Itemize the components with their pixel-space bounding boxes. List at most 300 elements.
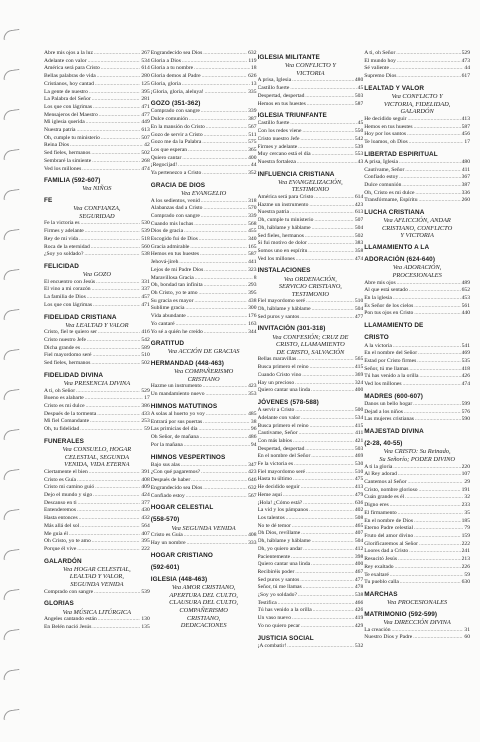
index-entry [44, 337, 150, 345]
hymn-title: Glorificaremos al Señor [364, 540, 418, 547]
index-entry [151, 132, 257, 140]
index-entry [364, 564, 470, 572]
hymn-title: Después de la tormenta [44, 410, 97, 417]
hymn-number: 504 [354, 306, 364, 313]
dot-leader [293, 438, 354, 446]
index-entry [258, 415, 364, 423]
dot-leader [300, 314, 354, 322]
see-also-reference: CRISTIANO, CONFLICTO [382, 224, 453, 232]
hymn-title: Cautivame, Señor [257, 430, 298, 437]
hymn-title: Al Rey adorad [364, 471, 397, 478]
see-also-reference: VICTORIA [296, 69, 325, 77]
index-entry [364, 416, 470, 424]
hymn-title: Ángeles cantando están [44, 616, 97, 623]
dot-leader [98, 329, 140, 337]
index-column-1 [44, 50, 150, 736]
hymn-number: 42 [144, 142, 150, 149]
index-entry [151, 411, 257, 419]
dot-leader [188, 147, 247, 155]
index-entry [364, 50, 470, 58]
index-entry [364, 343, 470, 351]
hymn-number: 587 [354, 100, 364, 107]
index-entry [364, 381, 470, 389]
index-entry [44, 411, 150, 419]
hymn-title: En la mansión do Cristo [150, 123, 205, 130]
dot-leader [86, 403, 141, 411]
index-entry [258, 240, 364, 248]
hymn-number: 423 [354, 201, 364, 208]
hymn-number: 469 [461, 350, 470, 357]
hymn-number: 567 [248, 123, 257, 130]
see-also-reference: Vea ADORACIÓN, [392, 264, 442, 272]
hymn-number: 339 [248, 212, 257, 219]
hymn-title: Comprado con sangre [150, 212, 200, 219]
index-entry [44, 158, 150, 166]
dot-leader [393, 343, 461, 351]
dot-leader [204, 329, 247, 337]
see-also-reference: DEDICACIONES [180, 622, 227, 630]
hymn-number: 79 [464, 525, 470, 532]
see-also-reference: Vea EVANGELIZACIÓN, [277, 178, 343, 186]
dot-leader [419, 373, 460, 381]
index-entry [364, 627, 470, 635]
hymn-title: Castillo fuerte [257, 120, 290, 127]
topic-heading: MATRIMONIO (592-599) [364, 610, 438, 618]
dot-leader [92, 538, 141, 546]
hymn-number: 125 [141, 80, 150, 87]
topic-heading: GOZO (351-362) [150, 100, 201, 108]
hymn-title: Bajo sus alas [150, 461, 180, 468]
index-entry [258, 423, 364, 431]
hymn-number: 480 [461, 158, 470, 165]
hymn-title: Gozo de servir a Cristo [150, 131, 203, 138]
index-entry [258, 600, 364, 608]
hymn-number: 565 [354, 356, 364, 363]
hymn-number: 300 [248, 305, 257, 312]
hymn-number: 502 [141, 150, 150, 157]
hymn-title: Gloria a Dios [150, 57, 181, 64]
index-entry [258, 136, 364, 144]
hymn-title: Oh Cristo, yo te amo [44, 538, 91, 545]
see-also-reference: Vea AFLICCIÓN, ANDAR [383, 217, 451, 225]
dot-leader [310, 364, 354, 372]
index-entry [151, 259, 257, 267]
topic-heading: JUSTICIA SOCIAL [257, 634, 314, 642]
index-entry [44, 81, 150, 89]
hymn-title: No te dé temor [257, 522, 291, 529]
hymn-title: A ti, oh Señor [44, 387, 76, 394]
dot-leader [77, 477, 140, 485]
index-entry [44, 58, 150, 66]
hymn-number: 412 [354, 545, 364, 552]
dot-leader [69, 531, 140, 539]
binder-hole [2, 469, 20, 480]
hymn-number: 626 [248, 73, 257, 80]
hymn-number: 163 [248, 320, 257, 327]
index-entry [258, 77, 364, 85]
see-also-reference: Su Señorío; PODER DIVINO [379, 456, 456, 464]
hymn-title: Mi iglesia querida [44, 119, 85, 126]
index-entry [258, 256, 364, 264]
index-entry [151, 170, 257, 178]
dot-leader [297, 159, 357, 167]
hymn-title: Si fui motivo de dolor [257, 240, 307, 247]
hymn-title: Nuestra patria [44, 127, 76, 134]
dot-leader [204, 267, 247, 275]
dot-leader [93, 302, 140, 310]
hymn-number: 387 [248, 116, 257, 123]
dot-leader [200, 434, 247, 442]
hymn-number: 465 [354, 522, 364, 529]
hymn-title: Gloria, gloria [150, 80, 181, 87]
hymn-number: 542 [354, 135, 364, 142]
hymn-title: Sembraré la simiente [44, 157, 92, 164]
index-entry [151, 81, 257, 89]
hymn-number: 32 [464, 494, 470, 501]
hymn-title: Abre mis ojos [364, 279, 396, 286]
hymn-title: El firmamento [364, 509, 397, 516]
see-also-reference: Vea CONFLICTO Y [391, 93, 443, 101]
hymn-title: Ved los millones [44, 165, 82, 172]
hymn-number: 489 [461, 279, 470, 286]
hymn-number: 502 [141, 360, 150, 367]
dot-leader [310, 423, 354, 431]
hymn-title: Somos uno en espíritu [257, 247, 308, 254]
hymn-title: Nuestro Dios y Padre [364, 634, 413, 641]
dot-leader [300, 136, 353, 144]
index-entry [151, 298, 257, 306]
index-entry [44, 616, 150, 624]
hymn-number: 17 [144, 395, 150, 402]
dot-leader [194, 65, 250, 73]
dot-leader [301, 623, 354, 631]
hymn-number: 652 [461, 287, 470, 294]
index-entry [364, 280, 470, 288]
see-also-reference: Vea EVANGELIO [181, 189, 227, 197]
hymn-number: 424 [141, 491, 150, 498]
hymn-number: 539 [354, 143, 364, 150]
see-also-reference: Vea DIRECCIÓN DIVINA [383, 618, 451, 626]
index-entry [44, 220, 150, 228]
hymn-title: Dios de gracia [150, 228, 184, 235]
see-also-reference: GALARDÓN [400, 108, 434, 116]
topic-heading: LUCHA CRISTIANA [364, 209, 425, 217]
dot-leader [314, 217, 353, 225]
binder-hole [2, 229, 20, 240]
hymn-title: Es Señor de los cielos [364, 302, 414, 309]
dot-leader [202, 73, 247, 81]
hymn-number: 44 [464, 65, 470, 72]
index-entry [151, 116, 257, 124]
hymn-title: Tu pueblo calla [364, 579, 399, 586]
dot-leader [307, 101, 354, 109]
dot-leader [286, 515, 354, 523]
index-entry [364, 182, 470, 190]
hymn-title: ¿Soy yo soldado? [44, 251, 84, 258]
dot-leader [181, 462, 247, 470]
index-entry [44, 538, 150, 546]
see-also-reference: TESTIMONIO [291, 186, 330, 194]
index-entry [258, 225, 364, 233]
index-entry [151, 462, 257, 470]
topic-heading: (558-570) [150, 516, 180, 524]
hymn-number: 613 [354, 209, 364, 216]
hymn-title: Ya pertenezco a Cristo [150, 170, 202, 177]
dot-leader [309, 507, 354, 515]
hymn-number: 474 [141, 165, 150, 172]
hymn-title: Las primicias del día [150, 426, 198, 433]
index-entry [151, 469, 257, 477]
hymn-number: 335 [248, 88, 257, 95]
dot-leader [398, 510, 464, 518]
index-entry [151, 124, 257, 132]
dot-leader [184, 442, 250, 450]
hymn-title: Oh Dios, revíllame [257, 530, 301, 537]
topic-heading: LLAMAMIENTO DE [364, 322, 424, 330]
hymn-title: Pon tus ojos en Cristo [364, 310, 414, 317]
index-entry [151, 321, 257, 329]
index-entry [151, 391, 257, 399]
dot-leader [312, 538, 354, 546]
hymn-number: 176 [248, 313, 257, 320]
dot-leader [405, 167, 460, 175]
dot-leader [295, 407, 354, 415]
index-entry [258, 128, 364, 136]
index-entry [44, 244, 150, 252]
see-also-reference: Vea SEGUNDA VENIDA [171, 524, 236, 532]
dot-leader [297, 356, 354, 364]
index-entry [364, 124, 470, 132]
dot-leader [78, 500, 141, 508]
hymn-number: 538 [354, 592, 364, 599]
hymn-title: En el nombre de Dios [364, 517, 414, 524]
index-entry [44, 142, 150, 150]
hymn-title: Cristo es Guía [150, 532, 183, 539]
hymn-number: 453 [461, 295, 470, 302]
see-also-reference: CRISTIANO [187, 375, 220, 383]
hymn-title: Oh, yo quiero andar [257, 545, 303, 552]
hymn-title: Lejos de mi Padre Dios [150, 266, 204, 273]
hymn-number: 466 [354, 599, 364, 606]
index-entry [258, 372, 364, 380]
index-entry [364, 303, 470, 311]
dot-leader [312, 151, 354, 159]
hymn-title: Resucitó Jesús [364, 556, 398, 563]
hymn-title: Firmes y adelante [257, 143, 298, 150]
index-entry [151, 434, 257, 442]
index-entry [151, 108, 257, 116]
index-entry [44, 469, 150, 477]
hymn-title: Oh, bondad tan infinita [150, 282, 203, 289]
index-entry [151, 329, 257, 337]
dot-leader [95, 81, 140, 89]
dot-leader [203, 383, 247, 391]
hymn-number: 395 [248, 289, 257, 296]
index-entry [44, 329, 150, 337]
dot-leader [182, 155, 247, 163]
hymn-number: 281 [141, 96, 150, 103]
dot-leader [85, 395, 143, 403]
hymn-number: 333 [248, 539, 257, 546]
hymn-number: 646 [248, 477, 257, 484]
hymn-number: 408 [141, 476, 150, 483]
index-entry [151, 221, 257, 229]
dot-leader [414, 310, 460, 318]
index-entry [364, 190, 470, 198]
dot-leader [91, 244, 141, 252]
dot-leader [95, 484, 140, 492]
topic-heading: FIDELIDAD CRISTIANA [44, 313, 117, 321]
hymn-number: 419 [354, 615, 364, 622]
index-entry [151, 540, 257, 548]
dot-leader [187, 313, 247, 321]
hymn-title: Oh, Cristo es mi dulce [364, 189, 415, 196]
hymn-number: 185 [461, 517, 470, 524]
binder-hole [2, 269, 20, 280]
index-entry [364, 58, 470, 66]
hymn-number: 449 [141, 119, 150, 126]
hymn-title: Ved los millones [257, 255, 295, 262]
hymn-title: ¿Con qué pagaremos? [150, 469, 201, 476]
hymn-number: 45 [357, 85, 364, 92]
hymn-title: Dulce comunión [150, 116, 188, 123]
hymn-title: Firmes y adelante [44, 228, 84, 235]
hymn-number: 530 [141, 220, 150, 227]
see-also-reference: Vea LEALTAD Y VALOR [65, 321, 129, 329]
hymn-title: Descanso en ti [44, 499, 77, 506]
hymn-title: Dicha grande es [44, 344, 81, 351]
index-entry [258, 380, 364, 388]
hymn-number: 632 [248, 484, 257, 491]
index-entry [258, 592, 364, 600]
hymn-number: 507 [354, 217, 364, 224]
index-entry [151, 419, 257, 427]
dot-leader [300, 577, 354, 585]
index-entry [258, 233, 364, 241]
hymn-title: En la iglesia [364, 295, 392, 302]
index-entry [44, 484, 150, 492]
topic-heading: HIMNOS VESPERTINOS [150, 453, 226, 461]
dot-leader [194, 298, 247, 306]
hymn-title: Los que con lágrimas [44, 301, 93, 308]
see-also-reference: VICTORIA, FIDELIDAD, [383, 100, 451, 108]
hymn-number: 504 [354, 538, 364, 545]
index-entry [258, 453, 364, 461]
dot-leader [186, 493, 247, 501]
topic-heading: JÓVENES (578-588) [257, 398, 319, 406]
hymn-number: 507 [141, 134, 150, 141]
index-entry [44, 531, 150, 539]
hymn-title: Sublime gracia [150, 305, 185, 312]
hymn-title: Fruto del amor divino [364, 532, 414, 539]
binder-hole [2, 509, 20, 520]
dot-leader [206, 411, 247, 419]
hymn-title: A prisa, Iglesia [364, 158, 398, 165]
index-entry [151, 313, 257, 321]
index-entry [364, 548, 470, 556]
dot-leader [80, 523, 140, 531]
dot-leader [392, 627, 464, 635]
index-entry [258, 248, 364, 256]
hymn-title: Supremo Dios [364, 73, 397, 80]
index-entry [44, 302, 150, 310]
index-entry [151, 228, 257, 236]
index-entry [364, 139, 470, 147]
hymn-title: Heme aquí [257, 491, 282, 498]
index-entry [258, 120, 364, 128]
hymn-title: A servir a Cristo [257, 407, 295, 414]
hymn-title: La gente de nuestro [44, 88, 88, 95]
hymn-title: Testifica [257, 599, 277, 606]
hymn-number: 400 [354, 561, 364, 568]
index-entry [44, 426, 150, 434]
hymn-number: 550 [354, 128, 364, 135]
hymn-number: 324 [354, 379, 364, 386]
index-entry [151, 155, 257, 163]
hymn-title: Gozo me da la Palabra [150, 139, 202, 146]
dot-leader [314, 194, 354, 202]
index-entry [44, 523, 150, 531]
index-entry [258, 507, 364, 515]
dot-leader [295, 380, 354, 388]
hymn-number: 617 [461, 73, 470, 80]
hymn-number: 191 [461, 486, 470, 493]
index-entry [44, 73, 150, 81]
hymn-number: 535 [461, 357, 470, 364]
index-entry [258, 202, 364, 210]
hymn-title: Oh, háblame y háblame [257, 538, 311, 545]
hymn-title: La Palabra del Señor [44, 96, 91, 103]
hymn-title: Abre mis ojos a la luz [44, 50, 93, 56]
dot-leader [178, 162, 250, 170]
hymn-number: 614 [141, 65, 150, 72]
topical-index-page [44, 50, 470, 736]
hymn-title: Fe la victoria es [44, 220, 80, 227]
index-entry [258, 298, 364, 306]
dot-leader [93, 492, 140, 500]
dot-leader [419, 541, 461, 549]
index-entry [151, 50, 257, 58]
index-entry [258, 615, 364, 623]
hymn-title: Quiero cantar una linda [257, 561, 311, 568]
hymn-title: Confiado estoy [364, 174, 399, 181]
dot-leader [409, 366, 460, 374]
hymn-number: 471 [141, 103, 150, 110]
index-entry [44, 166, 150, 174]
topic-heading: FAMILIA (592-607) [44, 177, 101, 185]
dot-leader [414, 518, 461, 526]
binder-hole [2, 189, 20, 200]
hymn-number: 538 [141, 251, 150, 258]
index-entry [364, 295, 470, 303]
index-entry [44, 395, 150, 403]
dot-leader [393, 295, 461, 303]
index-entry [258, 584, 364, 592]
hymn-number: 44 [250, 162, 257, 169]
dot-leader [93, 104, 140, 112]
hymn-title: Oh, cumple tu ministerio [257, 217, 314, 224]
hymn-title: A ti la gloria [364, 463, 393, 470]
dot-leader [92, 624, 140, 632]
dot-leader [70, 142, 143, 150]
dot-leader [415, 190, 460, 198]
hymn-number: 469 [354, 453, 364, 460]
hymn-title: Cristo, nombre glorioso [364, 486, 418, 493]
hymn-number: 423 [248, 469, 257, 476]
topic-heading: INVITACIÓN (301-318) [257, 325, 326, 333]
hymn-title: Señor, tú me llamas [364, 365, 409, 372]
index-entry [44, 96, 150, 104]
